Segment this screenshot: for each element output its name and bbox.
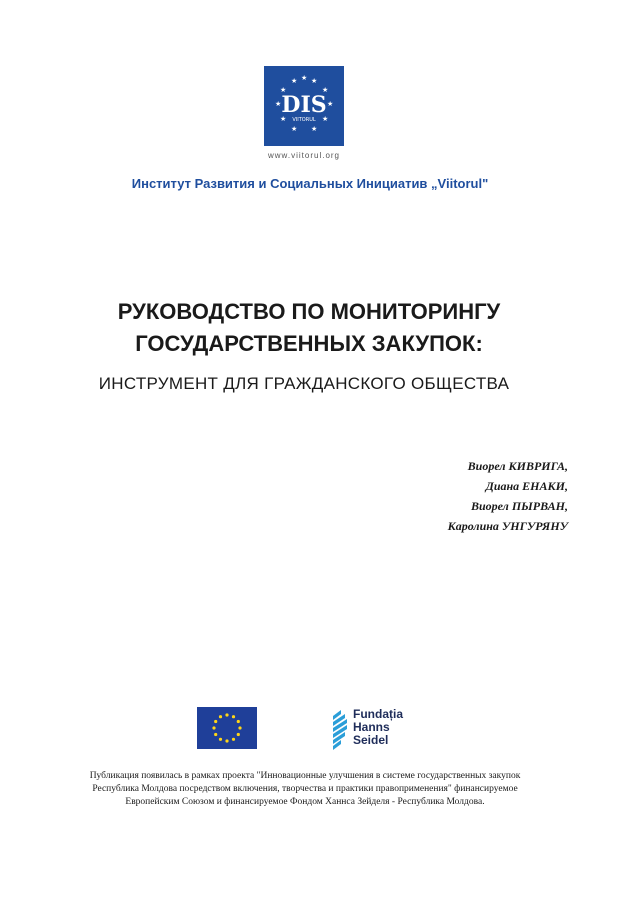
authors-list	[448, 456, 568, 536]
eu-flag-icon	[197, 707, 257, 749]
hanns-seidel-logo	[331, 708, 431, 752]
funding-footnote	[0, 770, 610, 809]
svg-text:★: ★	[322, 86, 329, 94]
title-line-1: РУКОВОДСТВО ПО МОНИТОРИНГУ	[117, 299, 501, 324]
author-4: Каролина УНГУРЯНУ	[447, 519, 568, 533]
institute-name: Институт Развития и Социальных Инициатив „Viitorul"	[131, 176, 489, 191]
svg-text:★: ★	[301, 74, 308, 82]
logo-url-text: www.viitorul.org	[267, 151, 340, 160]
document-title	[0, 296, 618, 360]
svg-text:★: ★	[311, 77, 318, 85]
logo-url	[0, 151, 608, 160]
svg-text:★: ★	[280, 86, 287, 94]
svg-text:★: ★	[280, 115, 287, 123]
hanns-seidel-name	[353, 708, 403, 747]
svg-text:★: ★	[291, 125, 298, 133]
footnote-line-2: Республика Молдова посредством включения, творчества и практики правоприменения" финансируемое	[92, 784, 518, 794]
title-line-2: ГОСУДАРСТВЕННЫХ ЗАКУПОК:	[135, 331, 483, 356]
hanns-line-3: Seidel	[353, 733, 389, 747]
author-2: Диана ЕНАКИ,	[485, 479, 568, 493]
hanns-line-2: Hanns	[353, 720, 390, 734]
logo-text: DIS	[281, 92, 327, 118]
footnote-line-3: Европейским Союзом и финансируемое Фондом Ханнса Зейделя - Республика Молдова.	[125, 797, 485, 807]
svg-text:★: ★	[275, 100, 282, 108]
hanns-seidel-stripes-icon	[331, 708, 351, 752]
document-subtitle: ИНСТРУМЕНТ ДЛЯ ГРАЖДАНСКОГО ОБЩЕСТВА	[98, 374, 510, 393]
logo-subtext: VIITORUL	[292, 117, 316, 123]
svg-text:★: ★	[291, 77, 298, 85]
footnote-line-1: Публикация появилась в рамках проекта "Инновационные улучшения в системе государственных закупок	[89, 771, 521, 781]
viitorul-logo	[264, 66, 344, 146]
svg-text:★: ★	[311, 125, 318, 133]
svg-text:★: ★	[322, 115, 329, 123]
author-1: Виорел КИВРИГА,	[467, 459, 568, 473]
svg-text:★: ★	[327, 100, 334, 108]
viitorul-logo-graphic	[264, 66, 344, 146]
author-3: Виорел ПЫРВАН,	[470, 499, 568, 513]
hanns-line-1: Fundația	[353, 707, 403, 721]
